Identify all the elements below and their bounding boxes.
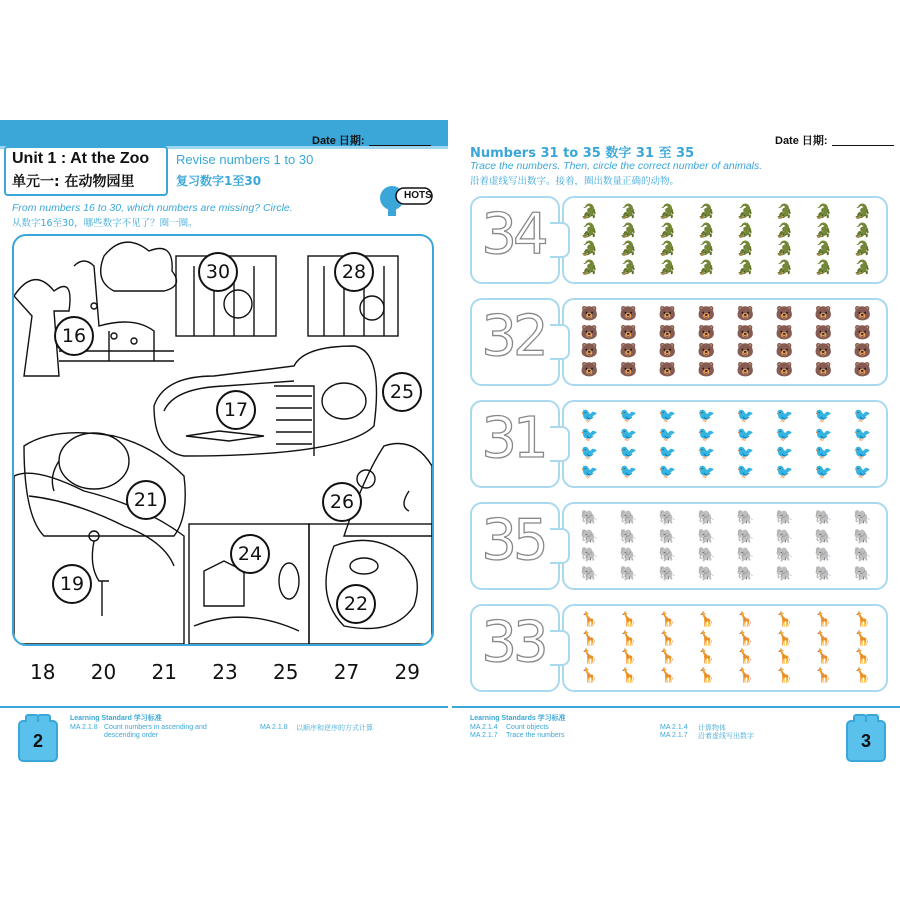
- page-number-right: 3: [846, 720, 886, 762]
- bear-icon: 🐻: [619, 305, 638, 322]
- bear-icon: 🐻: [580, 323, 599, 340]
- bird-icon: 🐦: [619, 444, 638, 461]
- crocodile-icon: 🐊: [697, 203, 716, 220]
- crocodile-icon: 🐊: [814, 221, 833, 238]
- topic: Revise numbers 1 to 30: [176, 152, 314, 167]
- scene-number-17: 17: [216, 390, 256, 430]
- bear-icon: 🐻: [775, 323, 794, 340]
- animal-grid[interactable]: [570, 304, 882, 378]
- page-number-left: 2: [18, 720, 58, 762]
- crocodile-icon: 🐊: [697, 221, 716, 238]
- crocodile-icon: 🐊: [580, 203, 599, 220]
- footer-standard-code-zh: MA 2.1.4: [660, 724, 688, 731]
- elephant-icon: 🐘: [580, 546, 599, 563]
- row-connector: [550, 630, 570, 666]
- giraffe-icon: 🦒: [580, 629, 599, 646]
- bear-icon: 🐻: [619, 323, 638, 340]
- giraffe-icon: 🦒: [736, 666, 755, 683]
- bird-icon: 🐦: [697, 425, 716, 442]
- bird-icon: 🐦: [619, 462, 638, 479]
- bear-icon: 🐻: [853, 323, 872, 340]
- scene-number-28: 28: [334, 252, 374, 292]
- answer-choice[interactable]: 21: [151, 660, 177, 684]
- date-label: Date 日期:: [775, 135, 828, 147]
- bird-icon: 🐦: [814, 407, 833, 424]
- bear-icon: 🐻: [814, 323, 833, 340]
- giraffe-icon: 🦒: [697, 648, 716, 665]
- elephant-icon: 🐘: [775, 546, 794, 563]
- bird-icon: 🐦: [619, 425, 638, 442]
- bird-icon: 🐦: [658, 462, 677, 479]
- answer-choice[interactable]: 29: [394, 660, 420, 684]
- giraffe-icon: 🦒: [775, 666, 794, 683]
- bird-icon: 🐦: [619, 407, 638, 424]
- row-connector: [550, 426, 570, 462]
- elephant-icon: 🐘: [775, 527, 794, 544]
- crocodile-icon: 🐊: [736, 221, 755, 238]
- giraffe-icon: 🦒: [658, 666, 677, 683]
- scene-number-22: 22: [336, 584, 376, 624]
- bird-icon: 🐦: [697, 407, 716, 424]
- count-row: [470, 298, 888, 386]
- bird-icon: 🐦: [775, 425, 794, 442]
- bird-icon: 🐦: [736, 407, 755, 424]
- elephant-icon: 🐘: [580, 527, 599, 544]
- giraffe-icon: 🦒: [814, 629, 833, 646]
- footer-standard-code-zh: MA 2.1.8: [260, 724, 288, 731]
- elephant-icon: 🐘: [775, 509, 794, 526]
- crocodile-icon: 🐊: [775, 203, 794, 220]
- elephant-icon: 🐘: [814, 546, 833, 563]
- row-connector: [550, 324, 570, 360]
- bird-icon: 🐦: [775, 444, 794, 461]
- trace-number[interactable]: 34: [481, 202, 545, 267]
- crocodile-icon: 🐊: [814, 258, 833, 275]
- animal-grid[interactable]: [570, 610, 882, 684]
- giraffe-icon: 🦒: [853, 611, 872, 628]
- giraffe-icon: 🦒: [736, 611, 755, 628]
- crocodile-icon: 🐊: [697, 240, 716, 257]
- giraffe-icon: 🦒: [658, 629, 677, 646]
- giraffe-icon: 🦒: [658, 611, 677, 628]
- crocodile-icon: 🐊: [619, 221, 638, 238]
- footer-divider-right: [452, 706, 900, 708]
- bird-icon: 🐦: [736, 444, 755, 461]
- bird-icon: 🐦: [736, 462, 755, 479]
- bear-icon: 🐻: [853, 360, 872, 377]
- giraffe-icon: 🦒: [580, 648, 599, 665]
- crocodile-icon: 🐊: [697, 258, 716, 275]
- giraffe-icon: 🦒: [775, 629, 794, 646]
- giraffe-icon: 🦒: [619, 648, 638, 665]
- bear-icon: 🐻: [697, 360, 716, 377]
- instruction: From numbers 16 to 30, which numbers are missing? Circle.: [12, 202, 293, 214]
- date-field: [312, 132, 431, 148]
- trace-number[interactable]: 31: [481, 406, 545, 471]
- crocodile-icon: 🐊: [619, 258, 638, 275]
- bird-icon: 🐦: [736, 425, 755, 442]
- bear-icon: 🐻: [658, 305, 677, 322]
- giraffe-icon: 🦒: [697, 666, 716, 683]
- hots-label: HOTS: [404, 190, 432, 201]
- bear-icon: 🐻: [736, 360, 755, 377]
- bird-icon: 🐦: [580, 425, 599, 442]
- count-row: [470, 502, 888, 590]
- bird-icon: 🐦: [580, 407, 599, 424]
- elephant-icon: 🐘: [736, 527, 755, 544]
- answer-choice[interactable]: 25: [273, 660, 299, 684]
- trace-number[interactable]: 32: [481, 304, 545, 369]
- elephant-icon: 🐘: [697, 564, 716, 581]
- elephant-icon: 🐘: [580, 564, 599, 581]
- elephant-icon: 🐘: [853, 546, 872, 563]
- bear-icon: 🐻: [697, 305, 716, 322]
- topic-zh: 复习数字1至30: [176, 174, 262, 188]
- bear-icon: 🐻: [697, 323, 716, 340]
- elephant-icon: 🐘: [658, 546, 677, 563]
- elephant-icon: 🐘: [853, 509, 872, 526]
- giraffe-icon: 🦒: [814, 611, 833, 628]
- hots-badge: [378, 184, 434, 225]
- bird-icon: 🐦: [580, 444, 599, 461]
- elephant-icon: 🐘: [580, 509, 599, 526]
- crocodile-icon: 🐊: [853, 203, 872, 220]
- instruction-zh: 从数字16至30，哪些数字不见了？圈一圈。: [12, 218, 198, 229]
- answer-choice[interactable]: 23: [212, 660, 238, 684]
- bear-icon: 🐻: [580, 360, 599, 377]
- giraffe-icon: 🦒: [658, 648, 677, 665]
- bear-icon: 🐻: [853, 342, 872, 359]
- count-row: [470, 604, 888, 692]
- giraffe-icon: 🦒: [775, 648, 794, 665]
- bird-icon: 🐦: [697, 444, 716, 461]
- elephant-icon: 🐘: [814, 564, 833, 581]
- answer-choices: [30, 660, 420, 684]
- elephant-icon: 🐘: [775, 564, 794, 581]
- bear-icon: 🐻: [580, 305, 599, 322]
- giraffe-icon: 🦒: [814, 666, 833, 683]
- bird-icon: 🐦: [580, 462, 599, 479]
- bear-icon: 🐻: [580, 342, 599, 359]
- footer-standard-code: MA 2.1.4: [470, 724, 498, 731]
- bear-icon: 🐻: [658, 323, 677, 340]
- date-label: Date 日期:: [312, 135, 365, 147]
- bear-icon: 🐻: [658, 342, 677, 359]
- zoo-scene: [12, 234, 434, 646]
- right-title: Numbers 31 to 35 数字 31 至 35: [470, 146, 695, 161]
- crocodile-icon: 🐊: [775, 258, 794, 275]
- scene-number-24: 24: [230, 534, 270, 574]
- bird-icon: 🐦: [814, 425, 833, 442]
- bear-icon: 🐻: [619, 360, 638, 377]
- giraffe-icon: 🦒: [775, 611, 794, 628]
- giraffe-icon: 🦒: [580, 611, 599, 628]
- crocodile-icon: 🐊: [658, 258, 677, 275]
- crocodile-icon: 🐊: [853, 240, 872, 257]
- elephant-icon: 🐘: [814, 527, 833, 544]
- bird-icon: 🐦: [697, 462, 716, 479]
- footer-standard-text: Count numbers in ascending and descending order: [104, 724, 207, 739]
- date-line[interactable]: [832, 145, 894, 146]
- bird-icon: 🐦: [775, 462, 794, 479]
- elephant-icon: 🐘: [853, 527, 872, 544]
- answer-choice[interactable]: 27: [333, 660, 360, 684]
- scene-number-16: 16: [54, 316, 94, 356]
- bear-icon: 🐻: [736, 323, 755, 340]
- bird-icon: 🐦: [814, 444, 833, 461]
- animal-grid[interactable]: [570, 202, 882, 276]
- crocodile-icon: 🐊: [580, 221, 599, 238]
- crocodile-icon: 🐊: [619, 240, 638, 257]
- right-instruction-zh: 沿着虚线写出数字。接着，圈出数量正确的动物。: [470, 176, 680, 187]
- crocodile-icon: 🐊: [736, 258, 755, 275]
- crocodile-icon: 🐊: [580, 258, 599, 275]
- unit-title-box: [4, 146, 168, 196]
- elephant-icon: 🐘: [619, 509, 638, 526]
- bear-icon: 🐻: [814, 305, 833, 322]
- giraffe-icon: 🦒: [853, 629, 872, 646]
- bear-icon: 🐻: [814, 360, 833, 377]
- bird-icon: 🐦: [853, 407, 872, 424]
- footer-standard-text-zh: 沿着虚线写出数字: [698, 732, 754, 740]
- crocodile-icon: 🐊: [775, 221, 794, 238]
- date-line[interactable]: [369, 145, 431, 146]
- bear-icon: 🐻: [736, 305, 755, 322]
- footer-standard-code: MA 2.1.7: [470, 732, 498, 739]
- crocodile-icon: 🐊: [853, 221, 872, 238]
- giraffe-icon: 🦒: [619, 629, 638, 646]
- giraffe-icon: 🦒: [580, 666, 599, 683]
- crocodile-icon: 🐊: [736, 203, 755, 220]
- bear-icon: 🐻: [853, 305, 872, 322]
- footer-standard-code-zh: MA 2.1.7: [660, 732, 688, 739]
- bird-icon: 🐦: [853, 462, 872, 479]
- footer-divider-left: [0, 706, 448, 708]
- elephant-icon: 🐘: [619, 564, 638, 581]
- bear-icon: 🐻: [697, 342, 716, 359]
- date-field-right: [775, 132, 894, 148]
- animal-grid[interactable]: [570, 508, 882, 582]
- footer-standard-text: Trace the numbers: [506, 732, 565, 739]
- bird-icon: 🐦: [658, 425, 677, 442]
- crocodile-icon: 🐊: [736, 240, 755, 257]
- scene-number-26: 26: [322, 482, 362, 522]
- elephant-icon: 🐘: [658, 509, 677, 526]
- crocodile-icon: 🐊: [580, 240, 599, 257]
- footer-standard-code: MA 2.1.8: [70, 724, 98, 731]
- footer-standard-text-zh: 计算物体: [698, 724, 726, 732]
- giraffe-icon: 🦒: [697, 629, 716, 646]
- crocodile-icon: 🐊: [658, 240, 677, 257]
- elephant-icon: 🐘: [736, 546, 755, 563]
- crocodile-icon: 🐊: [658, 203, 677, 220]
- elephant-icon: 🐘: [697, 527, 716, 544]
- bird-icon: 🐦: [814, 462, 833, 479]
- footer-heading-right: Learning Standards 学习标准: [470, 715, 566, 722]
- giraffe-icon: 🦒: [697, 611, 716, 628]
- crocodile-icon: 🐊: [814, 203, 833, 220]
- bear-icon: 🐻: [775, 305, 794, 322]
- bird-icon: 🐦: [658, 444, 677, 461]
- count-row: [470, 196, 888, 284]
- bird-icon: 🐦: [853, 444, 872, 461]
- bear-icon: 🐻: [619, 342, 638, 359]
- elephant-icon: 🐘: [853, 564, 872, 581]
- bear-icon: 🐻: [775, 360, 794, 377]
- bear-icon: 🐻: [814, 342, 833, 359]
- answer-choice[interactable]: 20: [90, 660, 117, 684]
- giraffe-icon: 🦒: [853, 648, 872, 665]
- bird-icon: 🐦: [853, 425, 872, 442]
- elephant-icon: 🐘: [736, 564, 755, 581]
- elephant-icon: 🐘: [658, 527, 677, 544]
- scene-number-25: 25: [382, 372, 422, 412]
- scene-number-21: 21: [126, 480, 166, 520]
- elephant-icon: 🐘: [619, 546, 638, 563]
- count-row: [470, 400, 888, 488]
- bird-icon: 🐦: [658, 407, 677, 424]
- elephant-icon: 🐘: [658, 564, 677, 581]
- row-connector: [550, 222, 570, 258]
- giraffe-icon: 🦒: [814, 648, 833, 665]
- crocodile-icon: 🐊: [814, 240, 833, 257]
- unit-title: Unit 1 : At the Zoo: [12, 150, 150, 167]
- elephant-icon: 🐘: [697, 546, 716, 563]
- giraffe-icon: 🦒: [736, 629, 755, 646]
- elephant-icon: 🐘: [619, 527, 638, 544]
- bird-icon: 🐦: [775, 407, 794, 424]
- unit-title-zh: 单元一: 在动物园里: [12, 174, 135, 190]
- giraffe-icon: 🦒: [619, 611, 638, 628]
- scene-number-30: 30: [198, 252, 238, 292]
- crocodile-icon: 🐊: [658, 221, 677, 238]
- footer-heading-left: Learning Standard 学习标准: [70, 715, 162, 722]
- elephant-icon: 🐘: [814, 509, 833, 526]
- bear-icon: 🐻: [658, 360, 677, 377]
- right-instruction: Trace the numbers. Then, circle the correct number of animals.: [470, 160, 763, 172]
- crocodile-icon: 🐊: [853, 258, 872, 275]
- giraffe-icon: 🦒: [619, 666, 638, 683]
- trace-number[interactable]: 35: [481, 508, 545, 573]
- scene-number-19: 19: [52, 564, 92, 604]
- elephant-icon: 🐘: [697, 509, 716, 526]
- animal-grid[interactable]: [570, 406, 882, 480]
- elephant-icon: 🐘: [736, 509, 755, 526]
- giraffe-icon: 🦒: [853, 666, 872, 683]
- answer-choice[interactable]: 18: [30, 660, 56, 684]
- bear-icon: 🐻: [775, 342, 794, 359]
- footer-standard-text-zh: 以顺序和逆序的方式计算: [296, 724, 373, 732]
- giraffe-icon: 🦒: [736, 648, 755, 665]
- row-connector: [550, 528, 570, 564]
- crocodile-icon: 🐊: [775, 240, 794, 257]
- trace-number[interactable]: 33: [481, 610, 545, 675]
- footer-standard-text: Count objects: [506, 724, 549, 731]
- bear-icon: 🐻: [736, 342, 755, 359]
- crocodile-icon: 🐊: [619, 203, 638, 220]
